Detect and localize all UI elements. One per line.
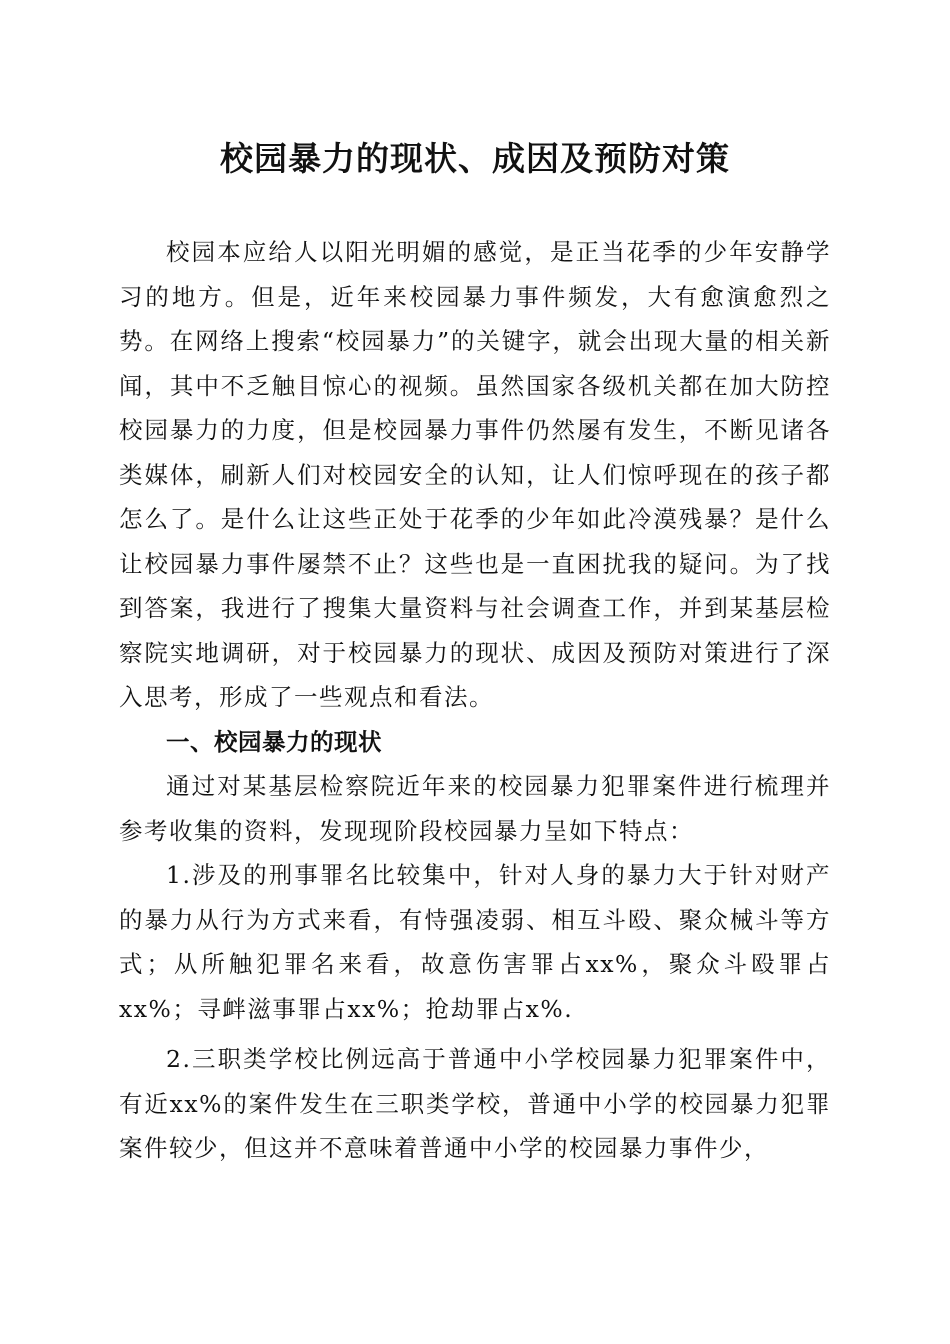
point-1-paragraph: 1.涉及的刑事罪名比较集中，针对人身的暴力大于针对财产的暴力从行为方式来看，有恃强凌弱、相互斗殴、聚众械斗等方式；从所触犯罪名来看，故意伤害罪占xx%，聚众斗殴罪占xx%；寻衅滋事罪占xx%；抢劫罪占x%.	[119, 861, 831, 1023]
document-title: 校园暴力的现状、成因及预防对策	[220, 139, 730, 178]
intro-paragraph: 校园本应给人以阳光明媚的感觉，是正当花季的少年安静学习的地方。但是，近年来校园暴力事件频发，大有愈演愈烈之势。在网络上搜索“校园暴力”的关键字，就会出现大量的相关新闻，其中不乏触目惊心的视频。虽然国家各级机关都在加大防控校园暴力的力度，但是校园暴力事件仍然屡有发生，不断见诸各类媒体，刷新人们对校园安全的认知，让人们惊呼现在的孩子都怎么了。是什么让这些正处于花季的少年如此冷漠残暴？是什么让校园暴力事件屡禁不止？这些也是一直困扰我的疑问。为了找到答案，我进行了搜集大量资料与社会调查工作，并到某基层检察院实地调研，对于校园暴力的现状、成因及预防对策进行了深入思考，形成了一些观点和看法。	[119, 238, 831, 711]
point-2-paragraph: 2.三职类学校比例远高于普通中小学校园暴力犯罪案件中，有近xx%的案件发生在三职类学校，普通中小学的校园暴力犯罪案件较少，但这并不意味着普通中小学的校园暴力事件少，	[119, 1045, 831, 1162]
section-heading-status: 一、校园暴力的现状	[166, 727, 382, 756]
document-body	[119, 230, 831, 1171]
section-intro-paragraph: 通过对某基层检察院近年来的校园暴力犯罪案件进行梳理并参考收集的资料，发现现阶段校园暴力呈如下特点：	[119, 772, 831, 845]
